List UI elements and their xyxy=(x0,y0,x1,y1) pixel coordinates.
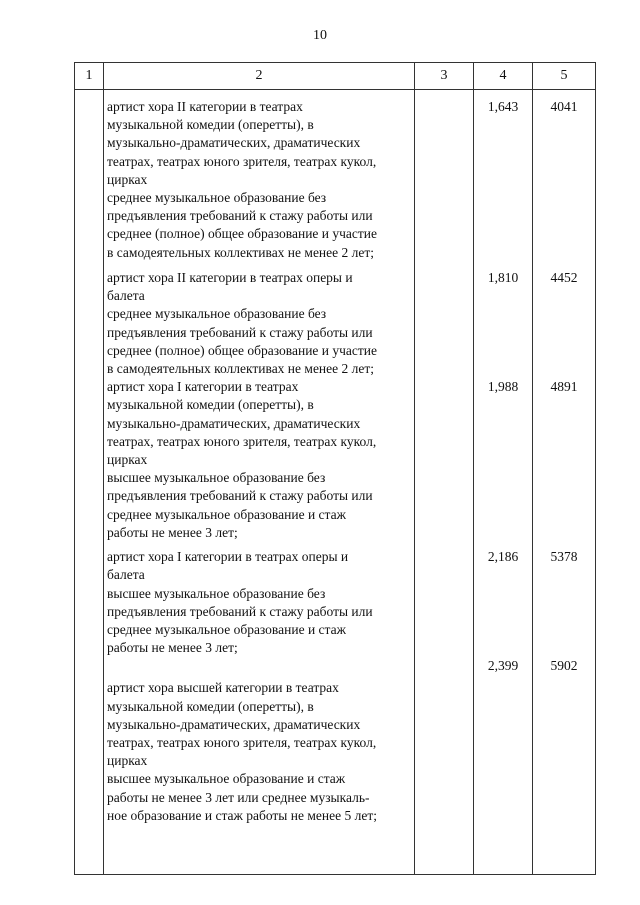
description-line: артист хора высшей категории в театрах xyxy=(107,680,339,696)
salary-cell: 4041 xyxy=(533,90,596,270)
header-col-1: 1 xyxy=(75,63,104,90)
description-line: среднее (полное) общее образование и участие xyxy=(107,342,378,358)
description-line: работы не менее 3 лет или среднее музыкаль- xyxy=(107,789,370,805)
coefficient-cell: 2,186 xyxy=(474,548,533,657)
coefficient-cell: 2,399 xyxy=(474,657,533,875)
description-line: музыкальной комедии (оперетты), в xyxy=(107,397,314,413)
description-line: в самодеятельных коллективах не менее 2 лет; xyxy=(107,244,375,260)
header-col-4: 4 xyxy=(474,63,533,90)
description-line: высшее музыкальное образование и стаж xyxy=(107,771,346,787)
table-row xyxy=(75,378,596,548)
description-line: цирках xyxy=(107,452,148,468)
table-row xyxy=(75,548,596,657)
description-line: высшее музыкальное образование без xyxy=(107,470,326,486)
description-line: среднее музыкальное образование без xyxy=(107,190,327,206)
description-line: среднее музыкальное образование без xyxy=(107,306,327,322)
description-line: музыкальной комедии (оперетты), в xyxy=(107,698,314,714)
description-line: в самодеятельных коллективах не менее 2 лет; xyxy=(107,361,375,377)
salary-cell: 5378 xyxy=(533,548,596,657)
description-line: предъявления требований к стажу работы или xyxy=(107,208,373,224)
description-line: высшее музыкальное образование без xyxy=(107,585,326,601)
salary-cell: 4891 xyxy=(533,378,596,548)
description-line: среднее музыкальное образование и стаж xyxy=(107,622,346,638)
row-number-cell xyxy=(75,269,104,378)
salary-table xyxy=(74,62,596,875)
description-line: театрах, театрах юного зрителя, театрах кукол, xyxy=(107,153,377,169)
row-number-cell xyxy=(75,657,104,875)
description-line: предъявления требований к стажу работы или xyxy=(107,324,373,340)
table-header-row xyxy=(75,63,596,90)
salary-cell: 5902 xyxy=(533,657,596,875)
page-number: 10 xyxy=(313,28,327,43)
row-number-cell xyxy=(75,548,104,657)
position-description xyxy=(104,378,415,548)
position-description xyxy=(104,269,415,378)
description-line: театрах, театрах юного зрителя, театрах кукол, xyxy=(107,433,377,449)
row-number-cell xyxy=(75,378,104,548)
position-description xyxy=(104,657,415,875)
description-line: среднее (полное) общее образование и участие xyxy=(107,226,378,242)
description-line: музыкально-драматических, драматических xyxy=(107,135,361,151)
table-row xyxy=(75,657,596,875)
description-line: артист хора I категории в театрах xyxy=(107,379,299,395)
coefficient-cell: 1,988 xyxy=(474,378,533,548)
col3-cell xyxy=(415,90,474,270)
description-line: цирках xyxy=(107,171,148,187)
col3-cell xyxy=(415,378,474,548)
description-line: балета xyxy=(107,567,145,583)
description-line: артист хора II категории в театрах оперы и xyxy=(107,270,353,285)
coefficient-cell: 1,643 xyxy=(474,90,533,270)
table-row xyxy=(75,90,596,270)
description-line: среднее музыкальное образование и стаж xyxy=(107,506,346,522)
header-col-5: 5 xyxy=(533,63,596,90)
col3-cell xyxy=(415,657,474,875)
position-description xyxy=(104,548,415,657)
description-line: работы не менее 3 лет; xyxy=(107,524,238,540)
description-line: артист хора II категории в театрах xyxy=(107,99,303,114)
col3-cell xyxy=(415,269,474,378)
description-line: балета xyxy=(107,288,145,304)
header-col-2: 2 xyxy=(104,63,415,90)
description-line: театрах, театрах юного зрителя, театрах кукол, xyxy=(107,735,377,751)
coefficient-cell: 1,810 xyxy=(474,269,533,378)
table-row xyxy=(75,269,596,378)
description-line: артист хора I категории в театрах оперы и xyxy=(107,549,349,565)
description-line: ное образование и стаж работы не менее 5 лет; xyxy=(107,807,377,823)
position-description xyxy=(104,90,415,270)
description-line: цирках xyxy=(107,753,148,769)
description-line: музыкально-драматических, драматических xyxy=(107,716,361,732)
description-line: предъявления требований к стажу работы или xyxy=(107,603,373,619)
description-line: музыкально-драматических, драматических xyxy=(107,415,361,431)
description-line: предъявления требований к стажу работы или xyxy=(107,488,373,504)
description-line: работы не менее 3 лет; xyxy=(107,640,238,656)
header-col-3: 3 xyxy=(415,63,474,90)
col3-cell xyxy=(415,548,474,657)
description-line: музыкальной комедии (оперетты), в xyxy=(107,117,314,133)
salary-cell: 4452 xyxy=(533,269,596,378)
row-number-cell xyxy=(75,90,104,270)
